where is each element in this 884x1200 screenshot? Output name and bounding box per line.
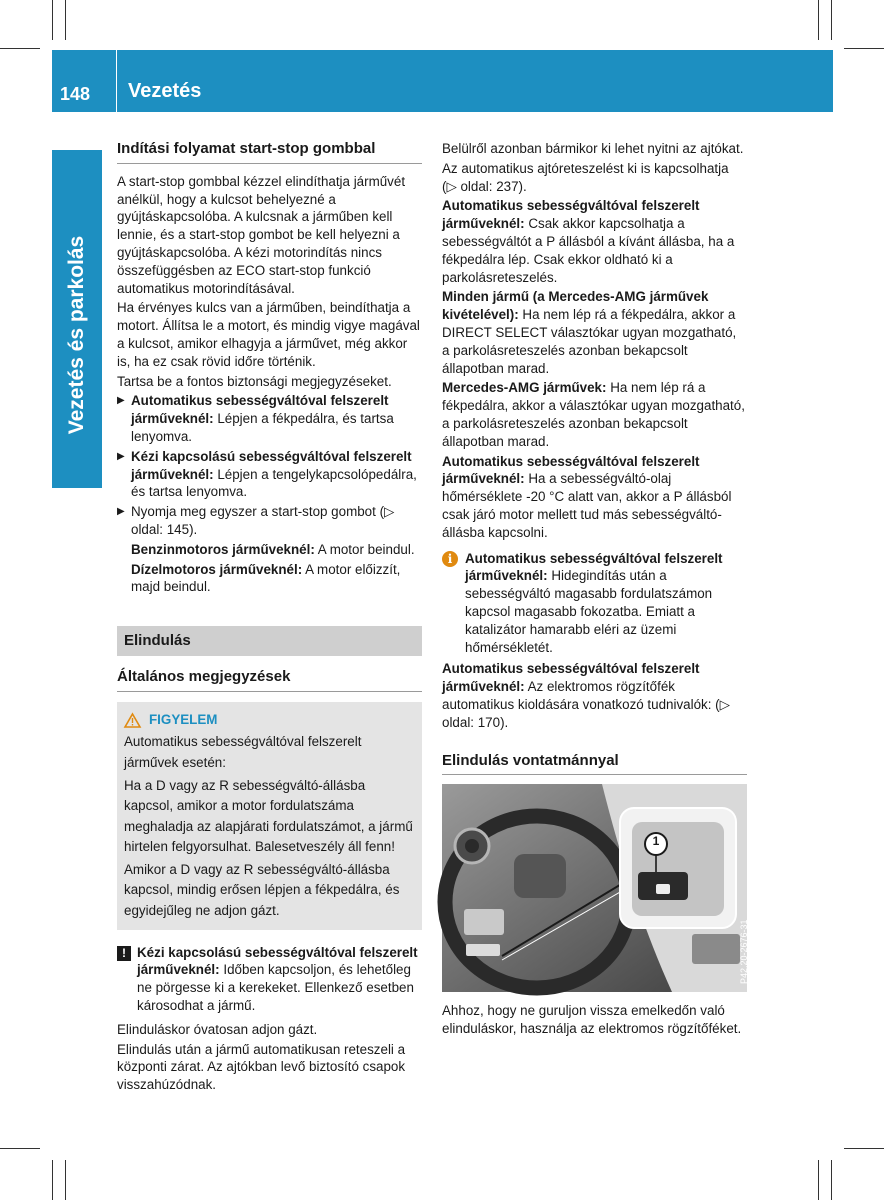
notice: ! Kézi kapcsolású sebességváltóval felszerelt járműveknél: Időben kapcsoljon, és lehetőleg ne pörgesse ki a kerekeket. Ellenkező esetben károsodhat a jármű. bbox=[117, 944, 422, 1015]
left-column bbox=[117, 140, 422, 1096]
photo-callout: 1 bbox=[652, 834, 660, 849]
info-icon: i bbox=[442, 551, 458, 567]
crop-mark bbox=[52, 0, 53, 40]
bullet-text: Nyomja meg egyszer a start-stop gombot (▷ oldal: 145). bbox=[131, 504, 395, 537]
list-item bbox=[117, 448, 422, 501]
sub-note: Benzinmotoros járműveknél: A motor beindul. bbox=[131, 541, 415, 557]
crop-mark bbox=[818, 1160, 819, 1200]
warning-title: FIGYELEM bbox=[149, 711, 218, 727]
photo-caption: Ahhoz, hogy ne guruljon vissza emelkedőn való elinduláskor, használja az elektromos rögzítőféket. bbox=[442, 1003, 742, 1037]
bullet-text: Lépjen a fékpedálra, és tartsa lenyomva. bbox=[131, 411, 394, 444]
triangle-right-icon: ▶ bbox=[117, 450, 125, 462]
crop-mark bbox=[0, 1148, 40, 1149]
page-number: 148 bbox=[60, 84, 91, 104]
crop-mark bbox=[818, 0, 819, 40]
crop-mark bbox=[65, 1160, 66, 1200]
paragraph: Ha érvényes kulcs van a járműben, beindíthatja a motort. Állítsa le a motort, és mindig vigye magával a kulcsot, amikor elhagyja a járművet, még akkor is, ha ez csak rövid időre történik. bbox=[117, 300, 420, 369]
page-title: Vezetés bbox=[128, 80, 202, 102]
crop-mark bbox=[844, 1148, 884, 1149]
photo-code: P42.20-2676-31 bbox=[739, 919, 749, 985]
paragraph: Belülről azonban bármikor ki lehet nyitni az ajtókat. bbox=[442, 141, 744, 156]
crop-mark bbox=[52, 1160, 53, 1200]
paragraph: Automatikus sebességváltóval felszerelt járműveknél: Ha a sebességváltó-olaj hőmérséklete -20 °C alatt van, akkor a P állásból csak járó motor mellett tud más sebességváltó-állásba kapcsolni. bbox=[442, 453, 732, 540]
list-item bbox=[117, 503, 422, 539]
paragraph: Minden jármű (a Mercedes-AMG járművek kivételével): Ha nem lép rá a fékpedálra, akkor a DIRECT SELECT választókar ugyan mozgatható, a parkolásreteszelés azonban bekapcsolt állapotban marad. bbox=[442, 289, 737, 376]
section-heading: Elindulás vontatmánnyal bbox=[442, 752, 747, 776]
dashboard-photo bbox=[442, 784, 747, 992]
paragraph: Mercedes-AMG járművek: Ha nem lép rá a fékpedálra, akkor a választókar ugyan mozgatható, a parkolásreteszelés azonban bekapcsolt állapotban marad. bbox=[442, 380, 745, 449]
crop-mark bbox=[844, 48, 884, 49]
warning-text: Ha a D vagy az R sebességváltó-állásba kapcsol, amikor a motor fordulatszáma meghaladja az alapjárati fordulatszámot, a jármű hirtelen felgyorsulhat. Balesetveszély áll fenn! bbox=[124, 777, 413, 855]
warning-triangle-icon bbox=[124, 713, 141, 728]
paragraph: Az automatikus ajtóreteszelést ki is kapcsolhatja (▷ oldal: 237). bbox=[442, 160, 729, 194]
section-band: Elindulás bbox=[117, 626, 422, 656]
bullet-bold: Kézi kapcsolású sebességváltóval felszerelt járműveknél: bbox=[131, 448, 412, 482]
paragraph: A start-stop gombbal kézzel elindíthatja járművét anélkül, hogy a kulcsot behelyezné a gyújtáskapcsolóba. A kulcsnak a járműben kell lennie, és a start-stop gombot be kell helyezni a gyújtáskapcsolóba. A kézi motorindítás nincs összefüggésben az ECO start-stop funkció automatikus motorindításával. bbox=[117, 173, 406, 296]
info-note: i Automatikus sebességváltóval felszerelt járműveknél: Hidegindítás után a sebességváltó magasabb fordulatszámon kapcsol magasabb fokozatba. Emiatt a katalizátor hamarabb eléri az üzemi hőmérsékletét. bbox=[442, 550, 747, 657]
warning-text: Amikor a D vagy az R sebességváltó-állásba kapcsol, mindig erősen lépjen a fékpedálra, és egyidejűleg ne adjon gázt. bbox=[124, 861, 400, 919]
side-tab-label: Vezetés és parkolás bbox=[65, 235, 88, 435]
warning-text: Automatikus sebességváltóval felszerelt járművek esetén: bbox=[124, 734, 362, 770]
list-item bbox=[117, 392, 422, 445]
exclamation-icon: ! bbox=[117, 946, 131, 961]
bullet-bold: Automatikus sebességváltóval felszerelt járműveknél: bbox=[131, 393, 389, 427]
sub-note: Dízelmotoros járműveknél: A motor előizzít, majd beindul. bbox=[131, 561, 401, 595]
crop-mark bbox=[831, 0, 832, 40]
section-heading: Indítási folyamat start-stop gombbal bbox=[117, 140, 422, 164]
crop-mark bbox=[65, 0, 66, 40]
paragraph: Elindulás után a jármű automatikusan reteszeli a központi zárat. Az ajtókban levő biztosító csapok visszahúzódnak. bbox=[117, 1041, 406, 1093]
triangle-right-icon: ▶ bbox=[117, 506, 125, 518]
header-divider bbox=[116, 50, 117, 112]
warning-box bbox=[117, 702, 422, 930]
bullet-text: Lépjen a tengelykapcsolópedálra, és tartsa lenyomva. bbox=[131, 466, 417, 500]
paragraph: Elinduláskor óvatosan adjon gázt. bbox=[117, 1021, 318, 1037]
section-heading: Általános megjegyzések bbox=[117, 668, 422, 692]
paragraph: Automatikus sebességváltóval felszerelt járműveknél: Csak akkor kapcsolhatja a sebességváltót a P állásból a kívánt állásba, ha a fékpedálra lép. Csak ekkor oldható ki a parkolásreteszelés. bbox=[442, 198, 735, 285]
triangle-right-icon: ▶ bbox=[117, 395, 125, 407]
right-column bbox=[442, 140, 747, 1040]
crop-mark bbox=[831, 1160, 832, 1200]
paragraph: Tartsa be a fontos biztonsági megjegyzéseket. bbox=[117, 373, 392, 389]
paragraph: Automatikus sebességváltóval felszerelt járműveknél: Az elektromos rögzítőfék automatikus kioldására vonatkozó tudnivalók: (▷ oldal: 170). bbox=[442, 661, 730, 730]
dashboard-illustration bbox=[442, 784, 747, 992]
crop-mark bbox=[0, 48, 40, 49]
